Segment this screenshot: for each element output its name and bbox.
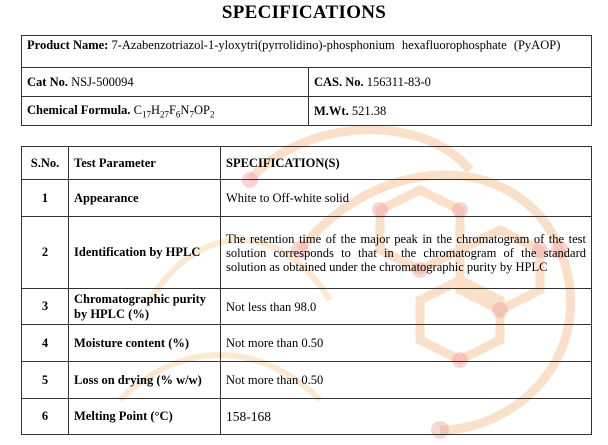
row-sno: 4	[22, 325, 69, 362]
table-row	[22, 217, 592, 289]
table-row	[22, 399, 592, 435]
row-spec: Not less than 98.0	[221, 289, 592, 325]
formula-cell	[22, 97, 309, 126]
row-sno: 2	[22, 217, 69, 289]
product-name-label: Product Name:	[27, 38, 109, 52]
row-sno: 6	[22, 399, 69, 435]
mwt-value: 521.38	[351, 103, 387, 118]
cat-no-label: Cat No.	[27, 74, 68, 89]
table-row	[22, 289, 592, 325]
row-parameter: Loss on drying (% w/w)	[69, 362, 221, 399]
table-header-row	[22, 147, 592, 180]
table-row	[22, 362, 592, 399]
header-test-parameter: Test Parameter	[69, 147, 221, 180]
cat-no-value: NSJ-500094	[71, 74, 134, 89]
row-spec: White to Off-white solid	[221, 180, 592, 217]
row-parameter: Appearance	[69, 180, 221, 217]
product-info-table	[21, 35, 592, 126]
header-specifications: SPECIFICATION(S)	[221, 147, 592, 180]
cas-no-value: 156311-83-0	[366, 74, 431, 89]
row-sno: 5	[22, 362, 69, 399]
product-name-cell	[22, 36, 592, 68]
row-parameter: Moisture content (%)	[69, 325, 221, 362]
page-title: SPECIFICATIONS	[221, 2, 387, 23]
table-row	[22, 180, 592, 217]
row-parameter: Chromatographic purity by HPLC (%)	[69, 289, 221, 325]
specification-table	[21, 146, 592, 435]
row-sno: 3	[22, 289, 69, 325]
formula-label: Chemical Formula.	[27, 102, 131, 117]
row-parameter: Melting Point (°C)	[69, 399, 221, 435]
row-sno: 1	[22, 180, 69, 217]
cat-no-cell	[22, 68, 309, 97]
row-spec: Not more than 0.50	[221, 325, 592, 362]
cas-no-cell	[309, 68, 592, 97]
row-parameter: Identification by HPLC	[69, 217, 221, 289]
row-spec: The retention time of the major peak in the chromatogram of the test solution corresponds to that in the chromatogram of the standard solution as obtained under the chromatographic purity by HPLC	[221, 217, 592, 289]
mwt-cell	[309, 97, 592, 126]
row-spec: Not more than 0.50	[221, 362, 592, 399]
row-spec: 158-168	[221, 399, 592, 435]
formula-rendered: $C_{17}H_{27}F_6N_7OP_2$	[133, 102, 215, 120]
mwt-label: M.Wt.	[314, 103, 349, 118]
table-row	[22, 325, 592, 362]
product-name-value: 7-Azabenzotriazol-1-yloxytri(pyrrolidino)-phosphonium hexafluorophosphate (PyAOP)	[111, 38, 561, 52]
cas-no-label: CAS. No.	[314, 74, 364, 89]
formula-value	[133, 102, 215, 120]
header-sno: S.No.	[22, 147, 69, 180]
